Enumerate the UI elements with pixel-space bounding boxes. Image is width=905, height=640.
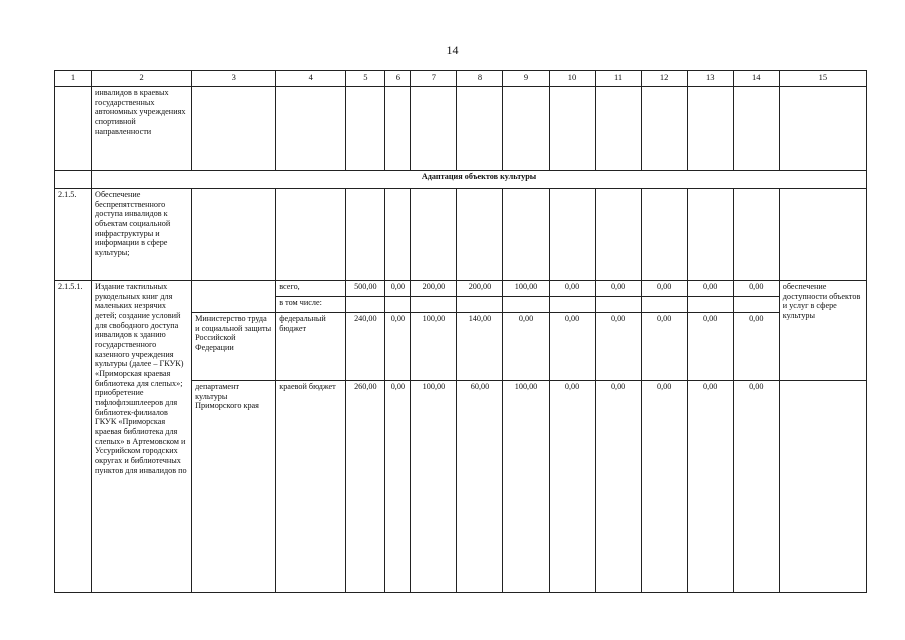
value-cell: 500,00 [346,281,385,297]
value-cell: 0,00 [503,313,549,381]
header-cell: 2 [92,71,192,87]
value-cell: 0,00 [687,281,733,297]
header-cell: 12 [641,71,687,87]
value-cell: 0,00 [641,381,687,593]
table-row [55,281,867,297]
value-cell: 0,00 [549,281,595,297]
header-cell: 3 [192,71,276,87]
value-cell: 200,00 [457,281,503,297]
executor: Министерство труда и социальной защиты Российской Федерации [192,313,276,381]
header-cell: 8 [457,71,503,87]
funding-source: краевой бюджет [276,381,346,593]
header-cell: 9 [503,71,549,87]
value-cell: 100,00 [503,281,549,297]
program-table [54,70,867,593]
value-cell: 140,00 [457,313,503,381]
header-cell: 6 [385,71,411,87]
section-title: Адаптация объектов культуры [92,171,867,189]
row-number: 2.1.5.1. [55,281,92,593]
header-cell: 14 [733,71,779,87]
value-cell: 200,00 [411,281,457,297]
value-cell: 100,00 [411,313,457,381]
table-row [55,189,867,281]
header-cell: 1 [55,71,92,87]
value-cell: 0,00 [549,381,595,593]
value-cell: 0,00 [687,381,733,593]
value-cell: 0,00 [385,313,411,381]
value-cell: 0,00 [687,313,733,381]
value-cell: 0,00 [733,281,779,297]
value-cell: 0,00 [385,381,411,593]
funding-source: в том числе: [276,297,346,313]
table-row [55,87,867,171]
measure-name: инвалидов в краевых государственных автономных учреждениях спортивной направленности [92,87,192,171]
header-cell: 11 [595,71,641,87]
value-cell: 0,00 [549,313,595,381]
header-cell: 5 [346,71,385,87]
header-cell: 13 [687,71,733,87]
value-cell: 260,00 [346,381,385,593]
value-cell: 0,00 [595,281,641,297]
executor: департамент культуры Приморского края [192,381,276,593]
funding-source: всего, [276,281,346,297]
header-cell: 15 [779,71,866,87]
section-row [55,171,867,189]
header-cell: 4 [276,71,346,87]
value-cell: 100,00 [503,381,549,593]
measure-name: Издание тактильных рукодельных книг для маленьких незрячих детей; создание условий для свободного доступа инвалидов к зданию государственного казенного учреждения культуры (далее – ГКУК) «Приморская краевая библиотека для слепых»; приобретение тифлофлэшплееров для библиотек-филиалов ГКУК «Приморская краевая библиотека для слепых» в Артемовском и Уссурийском городских округах и библиотечных пунктов для инвалидов по [92,281,192,593]
row-number: 2.1.5. [55,189,92,281]
measure-name: Обеспечение беспрепятственного доступа инвалидов к объектам социальной инфраструктуры и информации в сфере культуры; [92,189,192,281]
expected-result: обеспечение доступности объектов и услуг в сфере культуры [779,281,866,381]
header-row [55,71,867,87]
value-cell: 100,00 [411,381,457,593]
value-cell: 0,00 [595,381,641,593]
value-cell: 0,00 [733,381,779,593]
header-cell: 10 [549,71,595,87]
value-cell: 240,00 [346,313,385,381]
value-cell: 0,00 [385,281,411,297]
funding-source: федеральный бюджет [276,313,346,381]
value-cell: 0,00 [641,281,687,297]
value-cell: 60,00 [457,381,503,593]
value-cell: 0,00 [733,313,779,381]
executor [192,281,276,313]
value-cell: 0,00 [595,313,641,381]
page-number: 14 [446,43,459,57]
value-cell: 0,00 [641,313,687,381]
header-cell: 7 [411,71,457,87]
